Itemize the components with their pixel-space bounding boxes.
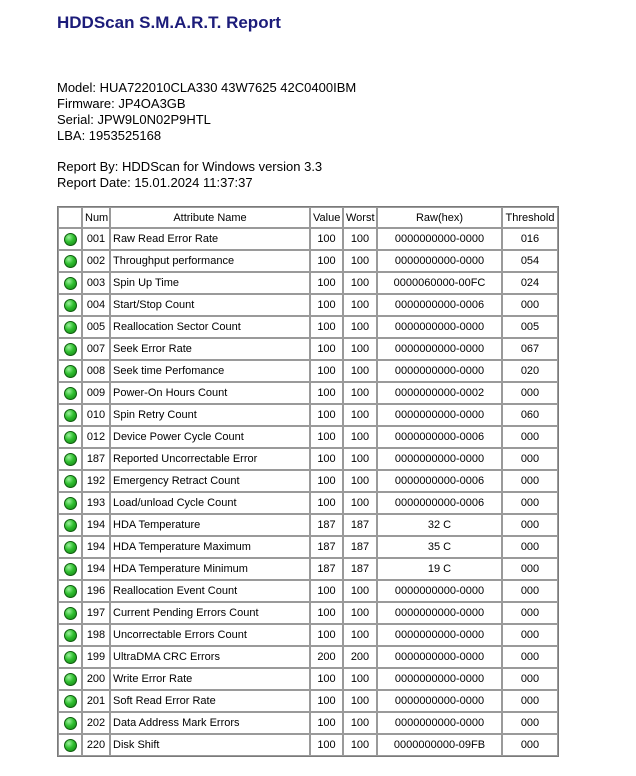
- table-row: [58, 690, 558, 712]
- table-row: [58, 734, 558, 756]
- table-row: [58, 404, 558, 426]
- attribute-name: Throughput performance: [110, 250, 310, 272]
- attribute-threshold: 020: [502, 360, 558, 382]
- attribute-worst: 187: [343, 558, 377, 580]
- status-ok-icon: [64, 629, 77, 642]
- attribute-num: 196: [82, 580, 110, 602]
- report-info: [57, 159, 322, 191]
- attribute-threshold: 000: [502, 470, 558, 492]
- attribute-value: 100: [310, 338, 343, 360]
- attribute-value: 187: [310, 558, 343, 580]
- status-ok-icon: [64, 365, 77, 378]
- table-row: [58, 580, 558, 602]
- attribute-raw: 0000000000-0000: [377, 690, 502, 712]
- report-by-line: Report By: HDDScan for Windows version 3.3: [57, 159, 323, 174]
- model-line: Model: HUA722010CLA330 43W7625 42C0400IBM: [57, 80, 357, 95]
- attribute-num: 007: [82, 338, 110, 360]
- status-cell: [58, 624, 82, 646]
- attribute-worst: 187: [343, 536, 377, 558]
- attribute-value: 100: [310, 668, 343, 690]
- status-ok-icon: [64, 695, 77, 708]
- status-cell: [58, 316, 82, 338]
- attribute-threshold: 000: [502, 624, 558, 646]
- attribute-raw: 32 C: [377, 514, 502, 536]
- attribute-threshold: 054: [502, 250, 558, 272]
- attribute-threshold: 000: [502, 294, 558, 316]
- status-cell: [58, 602, 82, 624]
- status-ok-icon: [64, 607, 77, 620]
- attribute-raw: 0000000000-0002: [377, 382, 502, 404]
- attribute-raw: 0000000000-0000: [377, 712, 502, 734]
- attribute-value: 187: [310, 536, 343, 558]
- attribute-value: 100: [310, 624, 343, 646]
- attribute-worst: 100: [343, 690, 377, 712]
- attribute-name: Raw Read Error Rate: [110, 228, 310, 250]
- raw-column-header: Raw(hex): [377, 207, 502, 228]
- status-cell: [58, 558, 82, 580]
- status-ok-icon: [64, 387, 77, 400]
- table-row: [58, 602, 558, 624]
- attribute-name: Uncorrectable Errors Count: [110, 624, 310, 646]
- num-column-header: Num: [82, 207, 110, 228]
- attribute-num: 192: [82, 470, 110, 492]
- status-cell: [58, 448, 82, 470]
- attribute-threshold: 005: [502, 316, 558, 338]
- status-ok-icon: [64, 343, 77, 356]
- attribute-value: 100: [310, 602, 343, 624]
- attribute-worst: 100: [343, 602, 377, 624]
- attribute-name: Emergency Retract Count: [110, 470, 310, 492]
- attribute-name: Seek time Perfomance: [110, 360, 310, 382]
- attribute-raw: 0000000000-0006: [377, 294, 502, 316]
- attribute-num: 012: [82, 426, 110, 448]
- status-ok-icon: [64, 453, 77, 466]
- attribute-num: 197: [82, 602, 110, 624]
- attribute-name: Soft Read Error Rate: [110, 690, 310, 712]
- attribute-worst: 100: [343, 668, 377, 690]
- attribute-value: 100: [310, 404, 343, 426]
- attribute-threshold: 024: [502, 272, 558, 294]
- status-cell: [58, 668, 82, 690]
- status-ok-icon: [64, 233, 77, 246]
- attribute-num: 193: [82, 492, 110, 514]
- attribute-threshold: 000: [502, 602, 558, 624]
- attribute-num: 005: [82, 316, 110, 338]
- table-header-row: [58, 207, 558, 228]
- threshold-column-header: Threshold: [502, 207, 558, 228]
- attribute-name: Device Power Cycle Count: [110, 426, 310, 448]
- table-row: [58, 536, 558, 558]
- status-ok-icon: [64, 321, 77, 334]
- attribute-worst: 100: [343, 360, 377, 382]
- attribute-value: 100: [310, 272, 343, 294]
- status-cell: [58, 536, 82, 558]
- lba-line: LBA: 1953525168: [57, 128, 162, 143]
- attribute-threshold: 060: [502, 404, 558, 426]
- status-ok-icon: [64, 739, 77, 752]
- attribute-name: HDA Temperature: [110, 514, 310, 536]
- smart-table-body: [58, 228, 558, 756]
- status-ok-icon: [64, 519, 77, 532]
- attribute-worst: 100: [343, 228, 377, 250]
- attribute-value: 200: [310, 646, 343, 668]
- attribute-num: 194: [82, 558, 110, 580]
- attribute-name: Spin Retry Count: [110, 404, 310, 426]
- status-cell: [58, 360, 82, 382]
- attribute-name: Write Error Rate: [110, 668, 310, 690]
- attribute-raw: 0000000000-0000: [377, 404, 502, 426]
- table-row: [58, 492, 558, 514]
- attribute-worst: 100: [343, 338, 377, 360]
- attribute-name: Spin Up Time: [110, 272, 310, 294]
- attribute-num: 004: [82, 294, 110, 316]
- attribute-worst: 100: [343, 580, 377, 602]
- status-cell: [58, 426, 82, 448]
- status-ok-icon: [64, 673, 77, 686]
- status-ok-icon: [64, 585, 77, 598]
- attribute-worst: 187: [343, 514, 377, 536]
- table-row: [58, 250, 558, 272]
- status-ok-icon: [64, 541, 77, 554]
- attribute-name: Data Address Mark Errors: [110, 712, 310, 734]
- status-cell: [58, 228, 82, 250]
- table-row: [58, 426, 558, 448]
- table-row: [58, 712, 558, 734]
- attribute-num: 009: [82, 382, 110, 404]
- status-cell: [58, 382, 82, 404]
- attribute-name-column-header: Attribute Name: [110, 207, 310, 228]
- attribute-raw: 0000000000-0000: [377, 338, 502, 360]
- attribute-value: 100: [310, 426, 343, 448]
- table-row: [58, 558, 558, 580]
- attribute-num: 220: [82, 734, 110, 756]
- attribute-num: 003: [82, 272, 110, 294]
- table-row: [58, 294, 558, 316]
- attribute-num: 198: [82, 624, 110, 646]
- table-row: [58, 272, 558, 294]
- attribute-value: 100: [310, 690, 343, 712]
- attribute-threshold: 016: [502, 228, 558, 250]
- status-ok-icon: [64, 717, 77, 730]
- attribute-worst: 100: [343, 448, 377, 470]
- table-row: [58, 646, 558, 668]
- attribute-raw: 0000000000-0000: [377, 602, 502, 624]
- attribute-worst: 100: [343, 294, 377, 316]
- attribute-worst: 100: [343, 250, 377, 272]
- status-cell: [58, 690, 82, 712]
- attribute-threshold: 000: [502, 690, 558, 712]
- attribute-value: 100: [310, 448, 343, 470]
- attribute-name: HDA Temperature Maximum: [110, 536, 310, 558]
- attribute-raw: 0000060000-00FC: [377, 272, 502, 294]
- status-cell: [58, 338, 82, 360]
- attribute-value: 100: [310, 382, 343, 404]
- attribute-threshold: 067: [502, 338, 558, 360]
- attribute-value: 187: [310, 514, 343, 536]
- status-ok-icon: [64, 299, 77, 312]
- attribute-threshold: 000: [502, 514, 558, 536]
- value-column-header: Value: [310, 207, 343, 228]
- attribute-value: 100: [310, 228, 343, 250]
- table-row: [58, 668, 558, 690]
- status-cell: [58, 580, 82, 602]
- status-ok-icon: [64, 475, 77, 488]
- status-cell: [58, 294, 82, 316]
- attribute-worst: 100: [343, 382, 377, 404]
- attribute-raw: 0000000000-0000: [377, 316, 502, 338]
- attribute-num: 010: [82, 404, 110, 426]
- attribute-name: Reallocation Sector Count: [110, 316, 310, 338]
- attribute-value: 100: [310, 250, 343, 272]
- attribute-worst: 100: [343, 272, 377, 294]
- attribute-raw: 0000000000-0000: [377, 448, 502, 470]
- table-row: [58, 338, 558, 360]
- attribute-raw: 0000000000-0006: [377, 492, 502, 514]
- attribute-name: Load/unload Cycle Count: [110, 492, 310, 514]
- attribute-num: 199: [82, 646, 110, 668]
- attribute-num: 194: [82, 536, 110, 558]
- attribute-value: 100: [310, 492, 343, 514]
- attribute-threshold: 000: [502, 712, 558, 734]
- status-cell: [58, 712, 82, 734]
- table-row: [58, 624, 558, 646]
- attribute-raw: 19 C: [377, 558, 502, 580]
- table-row: [58, 360, 558, 382]
- attribute-num: 201: [82, 690, 110, 712]
- smart-table: [57, 206, 559, 757]
- attribute-value: 100: [310, 360, 343, 382]
- attribute-threshold: 000: [502, 492, 558, 514]
- status-cell: [58, 734, 82, 756]
- attribute-raw: 0000000000-0000: [377, 250, 502, 272]
- attribute-value: 100: [310, 580, 343, 602]
- attribute-raw: 0000000000-0000: [377, 360, 502, 382]
- status-cell: [58, 404, 82, 426]
- attribute-value: 100: [310, 712, 343, 734]
- attribute-worst: 200: [343, 646, 377, 668]
- attribute-name: UltraDMA CRC Errors: [110, 646, 310, 668]
- status-column-header: [58, 207, 82, 228]
- attribute-raw: 0000000000-09FB: [377, 734, 502, 756]
- attribute-value: 100: [310, 294, 343, 316]
- drive-info: [57, 80, 356, 144]
- attribute-worst: 100: [343, 426, 377, 448]
- status-cell: [58, 470, 82, 492]
- attribute-raw: 0000000000-0000: [377, 624, 502, 646]
- attribute-worst: 100: [343, 316, 377, 338]
- attribute-name: Reported Uncorrectable Error: [110, 448, 310, 470]
- status-ok-icon: [64, 563, 77, 576]
- table-row: [58, 514, 558, 536]
- table-row: [58, 228, 558, 250]
- attribute-name: Start/Stop Count: [110, 294, 310, 316]
- table-row: [58, 382, 558, 404]
- attribute-raw: 0000000000-0006: [377, 470, 502, 492]
- attribute-num: 194: [82, 514, 110, 536]
- status-ok-icon: [64, 497, 77, 510]
- attribute-name: Disk Shift: [110, 734, 310, 756]
- attribute-name: Reallocation Event Count: [110, 580, 310, 602]
- attribute-num: 202: [82, 712, 110, 734]
- attribute-raw: 0000000000-0006: [377, 426, 502, 448]
- attribute-worst: 100: [343, 470, 377, 492]
- firmware-line: Firmware: JP4OA3GB: [57, 96, 186, 111]
- attribute-worst: 100: [343, 492, 377, 514]
- attribute-name: HDA Temperature Minimum: [110, 558, 310, 580]
- attribute-threshold: 000: [502, 580, 558, 602]
- attribute-worst: 100: [343, 734, 377, 756]
- attribute-num: 002: [82, 250, 110, 272]
- attribute-raw: 0000000000-0000: [377, 580, 502, 602]
- attribute-value: 100: [310, 470, 343, 492]
- attribute-name: Power-On Hours Count: [110, 382, 310, 404]
- attribute-threshold: 000: [502, 558, 558, 580]
- status-cell: [58, 646, 82, 668]
- attribute-num: 001: [82, 228, 110, 250]
- attribute-num: 200: [82, 668, 110, 690]
- attribute-threshold: 000: [502, 646, 558, 668]
- report-date-line: Report Date: 15.01.2024 11:37:37: [57, 175, 253, 190]
- status-ok-icon: [64, 651, 77, 664]
- attribute-worst: 100: [343, 624, 377, 646]
- attribute-threshold: 000: [502, 536, 558, 558]
- status-cell: [58, 492, 82, 514]
- table-row: [58, 316, 558, 338]
- worst-column-header: Worst: [343, 207, 377, 228]
- table-row: [58, 470, 558, 492]
- report-title: HDDScan S.M.A.R.T. Report: [57, 13, 281, 32]
- status-cell: [58, 514, 82, 536]
- status-ok-icon: [64, 277, 77, 290]
- attribute-raw: 0000000000-0000: [377, 668, 502, 690]
- status-cell: [58, 250, 82, 272]
- status-cell: [58, 272, 82, 294]
- attribute-threshold: 000: [502, 426, 558, 448]
- attribute-raw: 0000000000-0000: [377, 228, 502, 250]
- attribute-name: Current Pending Errors Count: [110, 602, 310, 624]
- status-ok-icon: [64, 409, 77, 422]
- attribute-name: Seek Error Rate: [110, 338, 310, 360]
- attribute-threshold: 000: [502, 382, 558, 404]
- status-ok-icon: [64, 431, 77, 444]
- attribute-num: 187: [82, 448, 110, 470]
- attribute-threshold: 000: [502, 448, 558, 470]
- attribute-threshold: 000: [502, 668, 558, 690]
- serial-line: Serial: JPW9L0N02P9HTL: [57, 112, 211, 127]
- attribute-worst: 100: [343, 712, 377, 734]
- attribute-raw: 0000000000-0000: [377, 646, 502, 668]
- attribute-value: 100: [310, 316, 343, 338]
- status-ok-icon: [64, 255, 77, 268]
- attribute-threshold: 000: [502, 734, 558, 756]
- table-row: [58, 448, 558, 470]
- attribute-value: 100: [310, 734, 343, 756]
- attribute-raw: 35 C: [377, 536, 502, 558]
- attribute-num: 008: [82, 360, 110, 382]
- attribute-worst: 100: [343, 404, 377, 426]
